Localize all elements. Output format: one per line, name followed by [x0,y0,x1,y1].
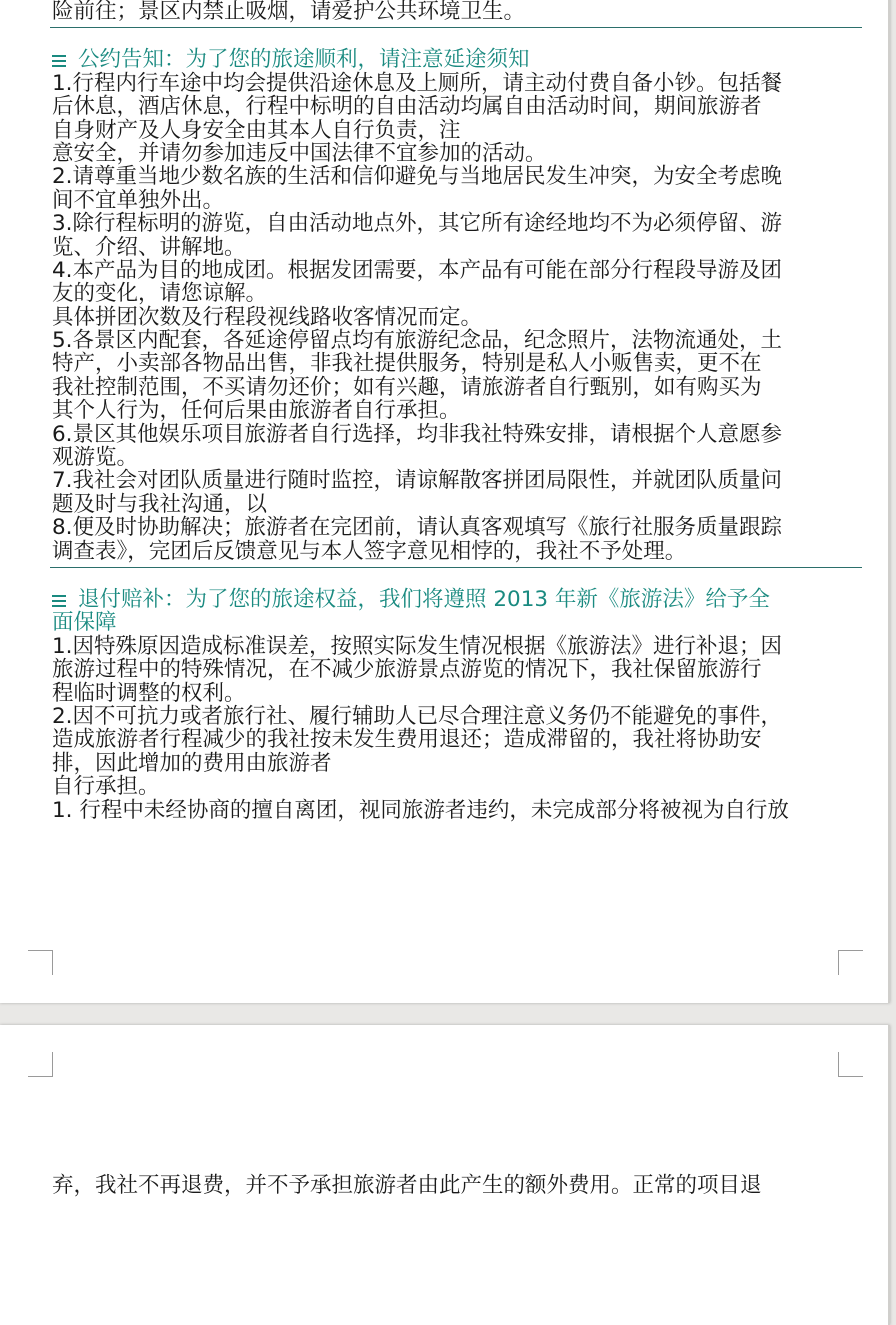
text-line: 其个人行为，任何后果由旅游者自行承担。 [52,398,461,424]
text-line: 1.行程内行车途中均会提供沿途休息及上厕所，请主动付费自备小钞。包括餐 [52,70,783,96]
text-line: 1. 行程中未经协商的擅自离团，视同旅游者违约，未完成部分将被视为自行放 [52,797,789,823]
notice-heading-text: 公约告知：为了您的旅途顺利，请注意延途须知 [78,47,530,73]
text-line: 自身财产及人身安全由其本人自行负责，注 [52,117,461,143]
text-line: 排，因此增加的费用由旅游者 [52,750,332,776]
crop-mark [28,1052,53,1077]
text-line: 旅游过程中的特殊情况，在不减少旅游景点游览的情况下，我社保留旅游行 [52,657,762,683]
text-line: 后休息，酒店休息，行程中标明的自由活动均属自由活动时间，期间旅游者 [52,94,762,120]
refund-body [52,635,860,822]
text-line: 3.除行程标明的游览，自由活动地点外，其它所有途经地均不为必须停留、游 [52,211,783,237]
text-line: 6.景区其他娱乐项目旅游者自行选择，均非我社特殊安排，请根据个人意愿参 [52,421,783,447]
document-page-2 [0,1025,890,1325]
text-line: 观游览。 [52,445,139,471]
list-icon [52,595,66,607]
text-line: 特产，小卖部各物品出售，非我社提供服务，特别是私人小贩售卖，更不在 [52,351,762,377]
text-line: 览、介绍、讲解地。 [52,234,246,260]
crop-mark [838,1052,863,1077]
text-line: 7.我社会对团队质量进行随时监控，请谅解散客拼团局限性，并就团队质量问 [52,468,783,494]
text-line: 5.各景区内配套，各延途停留点均有旅游纪念品，纪念照片，法物流通处，土 [52,328,783,354]
list-icon [52,55,66,67]
text-line: 8.便及时协助解决；旅游者在完团前，请认真客观填写《旅行社服务质量跟踪 [52,515,783,541]
text-line: 1.因特殊原因造成标准误差，按照实际发生情况根据《旅游法》进行补退；因 [52,633,783,659]
text-line: 2.因不可抗力或者旅行社、履行辅助人已尽合理注意义务仍不能避免的事件， [52,703,783,729]
text-line: 2.请尊重当地少数名族的生活和信仰避免与当地居民发生冲突，为安全考虑晚 [52,164,783,190]
text-line: 我社控制范围，不买请勿还价；如有兴趣，请旅游者自行甄别，如有购买为 [52,374,762,400]
text-line: 题及时与我社沟通，以 [52,491,268,517]
text-line: 友的变化，请您谅解。 [52,281,268,307]
page-1-body [52,0,860,822]
text-line: 具体拼团次数及行程段视线路收客情况而定。 [52,304,483,330]
notice-body [52,72,860,563]
text-line: 意安全，并请勿参加违反中国法律不宜参加的活动。 [52,140,547,166]
text-line: 造成旅游者行程减少的我社按未发生费用退还；造成滞留的，我社将协助安 [52,727,762,753]
notice-heading [52,48,860,71]
text-line: 4.本产品为目的地成团。根据发团需要，本产品有可能在部分行程段导游及团 [52,257,783,283]
page-2-first-line: 弃，我社不再退费，并不予承担旅游者由此产生的额外费用。正常的项目退 [52,1173,762,1198]
text-line: 调查表》，完团后反馈意见与本人签字意见相悖的，我社不予处理。 [52,538,687,564]
crop-mark [28,950,53,975]
refund-heading-cont: 面保障 [52,610,117,636]
refund-heading-text: 退付赔补：为了您的旅途权益，我们将遵照 2013 年新《旅游法》给予全 [78,586,770,612]
text-line: 间不宜单独外出。 [52,187,225,213]
text-line: 自行承担。 [52,774,160,800]
refund-heading [52,588,860,611]
crop-mark [838,950,863,975]
intro-line: 险前往；景区内禁止吸烟，请爱护公共环境卫生。 [52,0,526,24]
text-line: 程临时调整的权利。 [52,680,246,706]
